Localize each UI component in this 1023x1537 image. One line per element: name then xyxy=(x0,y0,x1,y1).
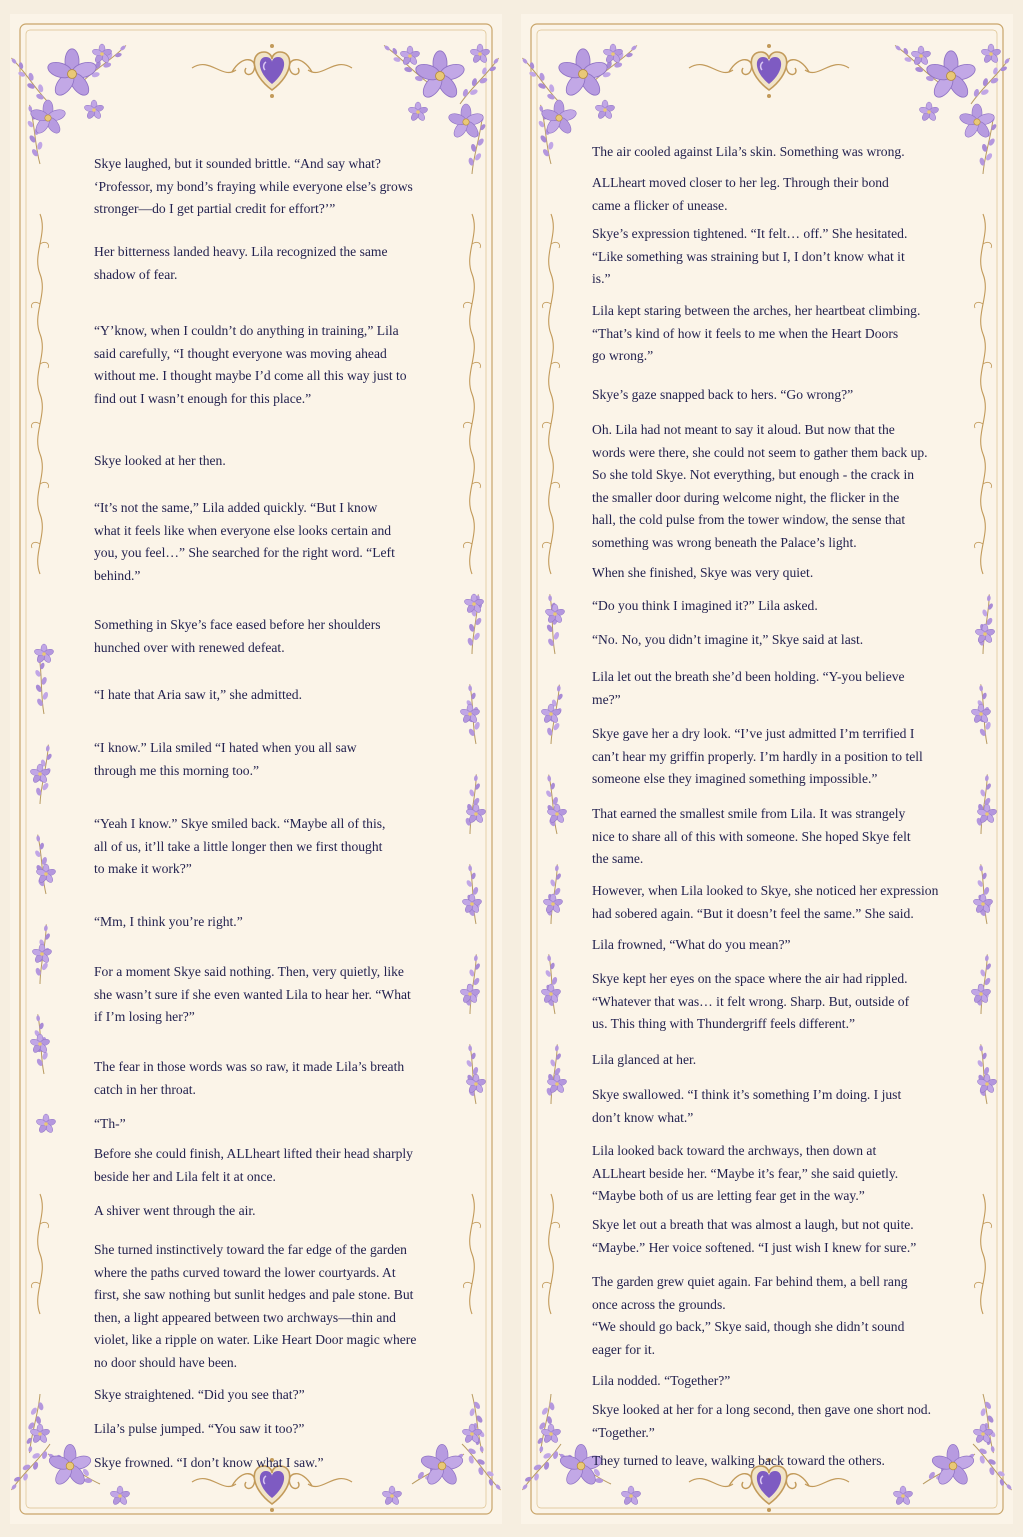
paragraph: Skye frowned. “I don’t know what I saw.” xyxy=(94,1455,324,1470)
paragraph: Lila nodded. “Together?” xyxy=(592,1373,731,1388)
paragraph: Skye laughed, but it sounded brittle. “And say what? ‘Professor, my bond’s fraying while everyone else’s grows stronger—do I get partial credit for effort?’” xyxy=(94,156,413,216)
paragraph: A shiver went through the air. xyxy=(94,1203,256,1218)
paragraph: That earned the smallest smile from Lila. It was strangely nice to share all of this with someone. She hoped Skye felt the same. xyxy=(592,806,911,866)
paragraph: Skye’s gaze snapped back to hers. “Go wrong?” xyxy=(592,387,854,402)
paragraph: However, when Lila looked to Skye, she noticed her expression had sobered again. “But it doesn’t feel the same.” She said. xyxy=(592,883,939,921)
paragraph: Skye let out a breath that was almost a laugh, but not quite. “Maybe.” Her voice softened. “I just wish I knew for sure.” xyxy=(592,1217,917,1255)
paragraph: “I hate that Aria saw it,” she admitted. xyxy=(94,687,302,702)
paragraph: “It’s not the same,” Lila added quickly. “But I know what it feels like when everyone else looks certain and you, you feel…” She searched for the right word. “Left behind.” xyxy=(94,500,395,583)
paragraph: Her bitterness landed heavy. Lila recognized the same shadow of fear. xyxy=(94,244,388,282)
paragraph: Lila’s pulse jumped. “You saw it too?” xyxy=(94,1421,305,1436)
right-page-text xyxy=(521,14,1013,1524)
paragraph: “Do you think I imagined it?” Lila asked. xyxy=(592,598,818,613)
left-page-text xyxy=(10,14,502,1524)
paragraph: Something in Skye’s face eased before her shoulders hunched over with renewed defeat. xyxy=(94,617,381,655)
paragraph: The fear in those words was so raw, it made Lila’s breath catch in her throat. xyxy=(94,1059,405,1097)
paragraph: “Yeah I know.” Skye smiled back. “Maybe all of this, all of us, it’ll take a little longer then we first thought to make it work?” xyxy=(94,816,386,876)
right-page xyxy=(521,14,1013,1524)
paragraph: “Th-” xyxy=(94,1116,126,1131)
paragraph: “No. No, you didn’t imagine it,” Skye said at last. xyxy=(592,632,864,647)
paragraph: When she finished, Skye was very quiet. xyxy=(592,565,814,580)
paragraph: For a moment Skye said nothing. Then, very quietly, like she wasn’t sure if she even wanted Lila to hear her. “What if I’m losing her?” xyxy=(94,964,411,1024)
paragraph: She turned instinctively toward the far edge of the garden where the paths curved toward the lower courtyards. At first, she saw nothing but sunlit hedges and pale stone. But then, a light appeared between two archways—thin and violet, like a ripple on water. Like Heart Door magic where no door should have been. xyxy=(94,1242,417,1370)
paragraph: Lila glanced at her. xyxy=(592,1052,697,1067)
paragraph: Lila let out the breath she’d been holding. “Y-you believe me?” xyxy=(592,669,905,707)
paragraph: Lila looked back toward the archways, then down at ALLheart beside her. “Maybe it’s fear,” she said quietly. “Maybe both of us are letting fear get in the way.” xyxy=(592,1143,899,1203)
paragraph: Before she could finish, ALLheart lifted their head sharply beside her and Lila felt it at once. xyxy=(94,1146,413,1184)
paragraph: Lila frowned, “What do you mean?” xyxy=(592,937,791,952)
paragraph: ALLheart moved closer to her leg. Through their bond came a flicker of unease. xyxy=(592,175,889,213)
paragraph: Skye’s expression tightened. “It felt… off.” She hesitated. “Like something was straining but I, I don’t know what it is.” xyxy=(592,226,908,286)
left-page xyxy=(10,14,502,1524)
paragraph: The air cooled against Lila’s skin. Something was wrong. xyxy=(592,144,905,159)
paragraph: Oh. Lila had not meant to say it aloud. But now that the words were there, she could not seem to gather them back up. So she told Skye. Not everything, but enough - the crack in the smaller door during welcome night, the flicker in the hall, the cold pulse from the tower window, the sense that something was wrong beneath the Palace’s light. xyxy=(592,422,928,550)
paragraph: The garden grew quiet again. Far behind them, a bell rang once across the grounds. xyxy=(592,1274,908,1312)
paragraph: “I know.” Lila smiled “I hated when you all saw through me this morning too.” xyxy=(94,740,357,778)
paragraph: Skye looked at her for a long second, then gave one short nod. “Together.” xyxy=(592,1402,932,1440)
paragraph: Skye gave her a dry look. “I’ve just admitted I’m terrified I can’t hear my griffin properly. I’m hardly in a position to tell someone else they imagined something impossible.” xyxy=(592,726,923,786)
paragraph: Skye swallowed. “I think it’s something I’m doing. I just don’t know what.” xyxy=(592,1087,902,1125)
paragraph: Skye looked at her then. xyxy=(94,453,226,468)
paragraph: “We should go back,” Skye said, though she didn’t sound eager for it. xyxy=(592,1319,905,1357)
paragraph: They turned to leave, walking back toward the others. xyxy=(592,1453,885,1468)
paragraph: “Y’know, when I couldn’t do anything in training,” Lila said carefully, “I thought everyone was moving ahead without me. I thought maybe I’d come all this way just to find out I wasn’t enough for this place.” xyxy=(94,323,407,406)
paragraph: Lila kept staring between the arches, her heartbeat climbing. “That’s kind of how it feels to me when the Heart Doors go wrong.” xyxy=(592,303,921,363)
paragraph: “Mm, I think you’re right.” xyxy=(94,914,243,929)
paragraph: Skye straightened. “Did you see that?” xyxy=(94,1387,305,1402)
paragraph: Skye kept her eyes on the space where the air had rippled. “Whatever that was… it felt wrong. Sharp. But, outside of us. This thing with Thundergriff feels different.” xyxy=(592,971,910,1031)
